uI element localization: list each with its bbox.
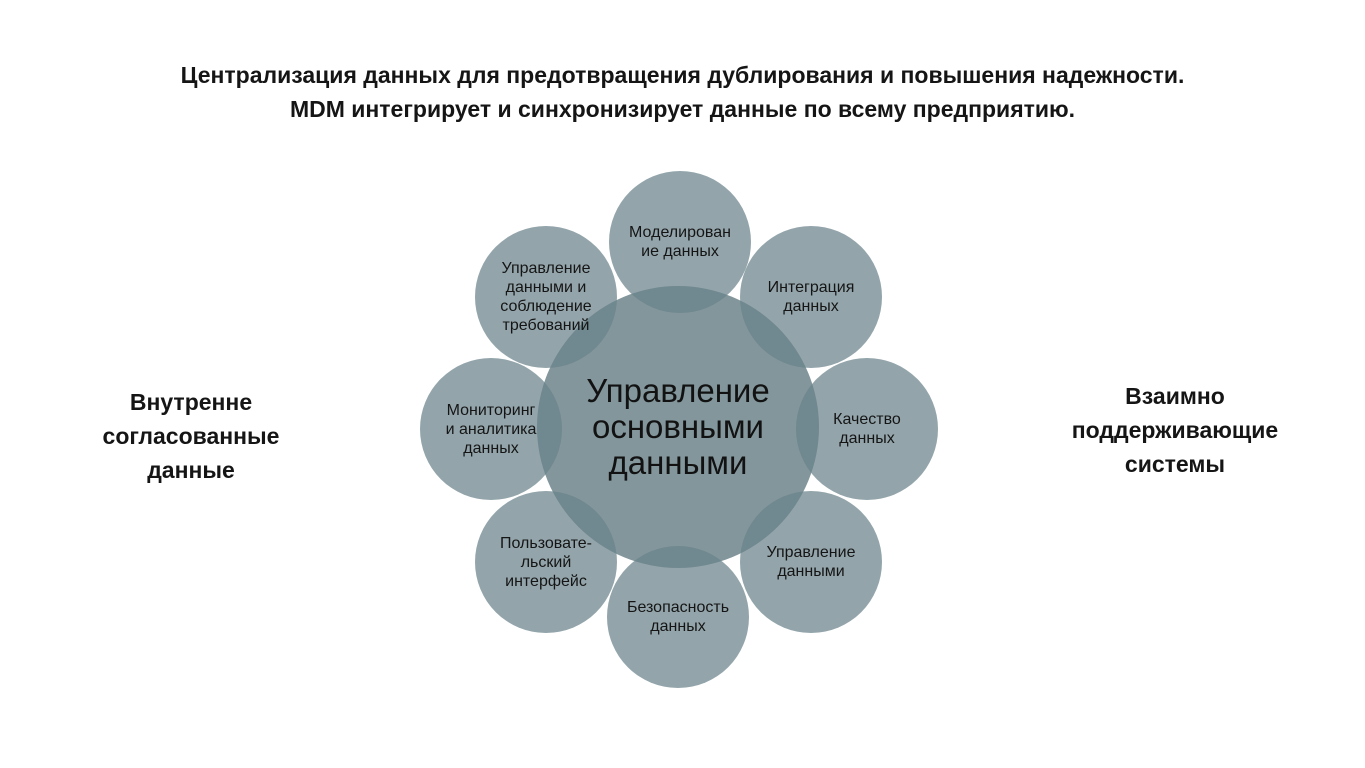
node-label-line: данными и — [505, 279, 587, 296]
node-label-line: данных — [463, 439, 519, 457]
node-label-line: данными — [777, 563, 845, 580]
node-label-line: Мониторинг — [446, 401, 536, 419]
node-label-line: Пользовате- — [499, 534, 592, 552]
node-label-line: данных — [839, 430, 895, 447]
node-data-quality — [796, 358, 938, 500]
node-data-security — [607, 546, 749, 688]
node-monitoring-analytics — [420, 358, 562, 500]
node-label-line: данных — [783, 298, 839, 315]
center-label — [586, 373, 769, 481]
node-data-integration — [740, 226, 882, 368]
node-label — [500, 534, 592, 591]
left-label-line-3: данные — [147, 457, 235, 483]
node-label-line: Управление — [501, 260, 591, 277]
left-label-line-2: согласованные — [102, 423, 280, 449]
node-label-line: Моделирован — [629, 224, 731, 241]
node-label — [833, 410, 901, 448]
node-label-line: ие данных — [641, 243, 719, 260]
node-label-line: соблюдение — [500, 298, 592, 315]
header-line-2: MDM интегрирует и синхронизирует данные по всему предприятию. — [289, 96, 1076, 122]
node-label-line: и аналитика — [445, 420, 537, 438]
node-label-line: Интеграция — [767, 279, 855, 296]
node-data-modeling — [609, 171, 751, 313]
header-line-1: Централизация данных для предотвращения дублирования и повышения надежности. — [180, 62, 1185, 88]
node-user-interface — [475, 491, 617, 633]
node-label-line: льский — [520, 553, 572, 571]
node-label-line: Безопасность — [626, 599, 730, 616]
center-label-line: данными — [608, 444, 748, 481]
center-label-line: Управление — [586, 372, 770, 409]
node-governance-compliance — [475, 226, 617, 368]
node-label — [500, 259, 591, 335]
node-label — [629, 223, 731, 261]
left-label-line-1: Внутренне — [129, 389, 253, 415]
node-data-management — [740, 491, 882, 633]
center-label-line: основными — [591, 408, 764, 445]
node-label-line: Качество — [833, 411, 901, 428]
node-label — [767, 543, 856, 581]
node-label-line: Управление — [766, 544, 856, 561]
node-label — [446, 401, 537, 458]
node-label-line: требований — [502, 317, 590, 334]
node-label-line: интерфейс — [505, 572, 587, 590]
node-label — [627, 598, 729, 636]
node-label-line: данных — [650, 618, 706, 635]
right-label-line-3: системы — [1124, 451, 1226, 477]
right-label-line-1: Взаимно — [1125, 383, 1225, 409]
right-label-line-2: поддерживающие — [1071, 417, 1279, 443]
node-label — [768, 278, 855, 316]
